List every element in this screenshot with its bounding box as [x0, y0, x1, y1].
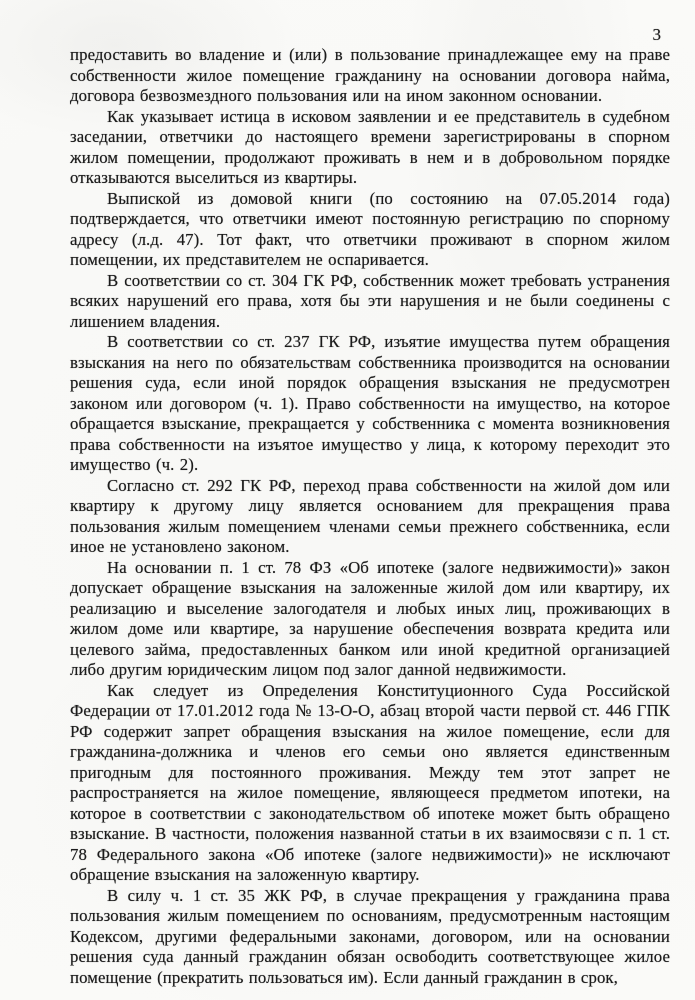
paragraph: В силу ч. 1 ст. 35 ЖК РФ, в случае прекращения у гражданина права пользования жилым помещением по основаниям, предусмотренным настоящим Кодексом, другими федеральными законами, договором, или на основании решения суда данный гражданин обязан освободить соответствующее жилое помещение (прекратить пользоваться им). Если данный гражданин в срок, — [70, 885, 670, 987]
paragraph: Выпиской из домовой книги (по состоянию на 07.05.2014 года) подтверждается, что ответчики имеют постоянную регистрацию по спорному адресу (л.д. 47). Тот факт, что ответчики проживают в спорном жилом помещении, их представителем не оспаривается. — [70, 188, 670, 269]
page-number: 3 — [652, 25, 661, 44]
paragraph: В соответствии со ст. 237 ГК РФ, изъятие имущества путем обращения взыскания на него по обязательствам собственника производится на основании решения суда, если иной порядок обращения взыскания не предусмотрен законом или договором (ч. 1). Право собственности на имущество, на которое обращается взыскание, прекращается у собственника с момента возникновения права собственности на изъятое имущество у лица, к которому переходит это имущество (ч. 2). — [70, 332, 670, 474]
paragraph: Согласно ст. 292 ГК РФ, переход права собственности на жилой дом или квартиру к другому лицу является основанием для прекращения права пользования жилым помещением членами семьи прежнего собственника, если иное не установлено законом. — [70, 475, 670, 556]
paragraph: На основании п. 1 ст. 78 ФЗ «Об ипотеке (залоге недвижимости)» закон допускает обращение взыскания на заложенные жилой дом или квартиру, их реализацию и выселение залогодателя и любых иных лиц, проживающих в жилом доме или квартире, за нарушение обеспечения возврата кредита или целевого займа, предоставленных банком или иной кредитной организацией либо другим юридическим лицом под залог данной недвижимости. — [70, 557, 670, 679]
paragraph: Как указывает истица в исковом заявлении и ее представитель в судебном заседании, ответчики до настоящего времени зарегистрированы в спорном жилом помещении, продолжают проживать в нем и в добровольном порядке отказываются выселиться из квартиры. — [70, 106, 670, 187]
paragraph: Как следует из Определения Конституционного Суда Российской Федерации от 17.01.2012 года № 13-О-О, абзац второй части первой ст. 446 ГПК РФ содержит запрет обращения взыскания на жилое помещение, если для гражданина-должника и членов его семьи оно является единственным пригодным для постоянного проживания. Между тем этот запрет не распространяется на жилое помещение, являющееся предметом ипотеки, на которое в соответствии с законодательством об ипотеке может быть обращено взыскание. В частности, положения названной статьи в их взаимосвязи с п. 1 ст. 78 Федерального закона «Об ипотеке (залоге недвижимости)» не исключают обращение взыскания на заложенную квартиру. — [70, 680, 670, 884]
document-text — [70, 45, 670, 988]
paragraph: В соответствии со ст. 304 ГК РФ, собственник может требовать устранения всяких нарушений его права, хотя бы эти нарушения и не были соединены с лишением владения. — [70, 270, 670, 331]
paragraph: предоставить во владение и (или) в пользование принадлежащее ему на праве собственности жилое помещение гражданину на основании договора найма, договора безвозмездного пользования или на ином законном основании. — [70, 45, 670, 105]
